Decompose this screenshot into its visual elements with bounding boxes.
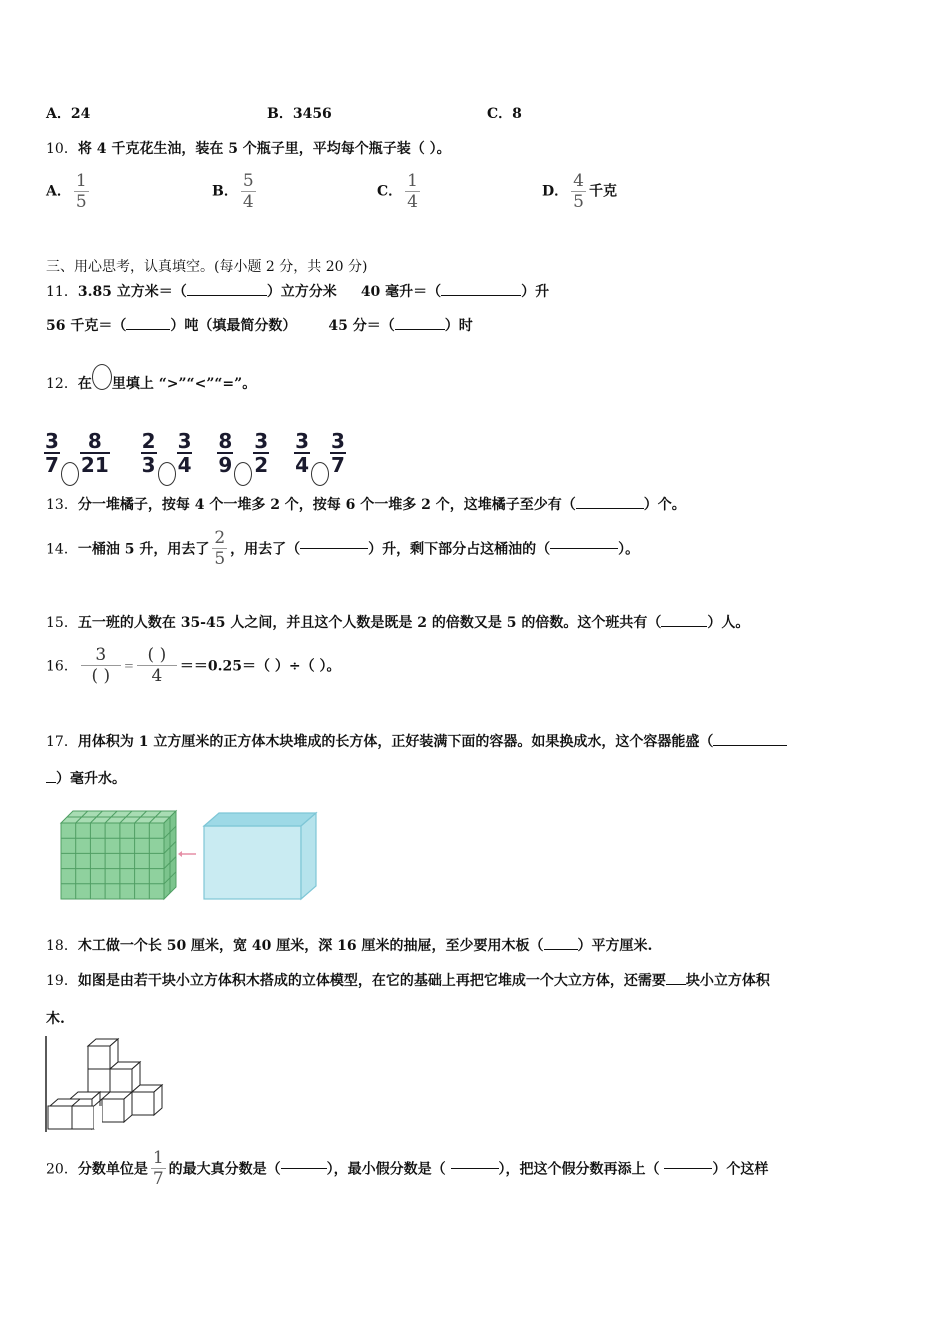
q12-pair-4 [294,430,346,486]
q11-part7: 45 分＝（ [328,318,395,334]
numerator: 1 [407,171,418,191]
denominator: 4 [242,192,254,212]
q16-equals: = [123,658,134,673]
q20-fraction [151,1148,166,1189]
q11-line2 [46,315,473,335]
q19-line2: 木. [46,1011,65,1027]
q11-part3: 40 毫升＝（ [360,284,442,300]
q17-blank-1[interactable] [713,745,787,746]
circle-placeholder-icon [92,364,112,390]
q19-number: 19． [46,973,78,989]
cube-stack-icon [61,811,176,899]
q14-text-b: ，用去了（ [230,541,301,558]
q13-text-b: ）个。 [643,497,686,513]
fraction [80,430,110,476]
q18-text-a: 木工做一个长 50 厘米，宽 40 厘米，深 16 厘米的抽屉，至少要用木板（ [77,938,544,954]
q16-fraction-2 [137,645,177,686]
q14-question [46,528,639,569]
q14-text-a: 一桶油 5 升，用去了 [77,541,210,558]
q10-option-b-fraction [241,171,256,212]
q9-option-a: A．24 [46,106,91,122]
numerator: ( ) [137,645,177,666]
q14-fraction [212,528,227,569]
q19-blank[interactable] [666,984,686,985]
numerator: 3 [45,429,59,453]
numerator: 8 [218,429,233,453]
q16-number: 16． [46,658,78,675]
q13-text-a: 分一堆橘子，按每 4 个一堆多 2 个，按每 6 个一堆多 2 个，这堆橘子至少有（ [77,497,576,513]
section-3-heading: 三、用心思考，认真填空。(每小题 2 分，共 20 分) [46,259,368,275]
q11-blank-1[interactable] [187,295,267,296]
q17-figure [58,808,320,904]
q11-line1 [46,281,549,301]
numerator: 3 [177,429,192,453]
denominator: 3 [141,453,156,477]
q16-rest: ＝＝0.25＝（ ）÷（ ）。 [179,658,341,675]
q11-part8: ）时 [444,318,473,334]
q13-number: 13． [46,497,78,513]
denominator: 4 [407,192,418,212]
q13-question [46,494,686,514]
q17-number: 17． [46,734,78,750]
q11-part2: ）立方分米 [266,284,337,300]
q19-line1 [46,970,770,990]
q20-blank-3[interactable] [664,1168,712,1169]
arrow-icon [178,851,196,857]
denominator: 5 [573,192,584,212]
q15-number: 15． [46,615,78,631]
q17-text-1: 用体积为 1 立方厘米的正方体木块堆成的长方体，正好装满下面的容器。如果换成水，这个容器能盛（ [77,734,714,750]
q18-text-b: ）平方厘米. [577,938,653,954]
q10-option-a-label: A． [46,183,71,200]
q18-blank[interactable] [544,949,578,950]
denominator: 5 [75,192,87,212]
numerator: 1 [152,1148,164,1168]
q12-question [46,364,256,393]
q14-text-c: ）升，剩下部分占这桶油的（ [368,541,551,558]
q10-text: 将 4 千克花生油，装在 5 个瓶子里，平均每个瓶子装（ ）。 [77,141,451,157]
denominator: ( ) [91,666,111,686]
q10-option-d-unit: 千克 [588,183,617,200]
q19-figure [44,1036,168,1132]
q17-line1 [46,731,787,751]
q11-number: 11． [46,284,78,300]
denominator: 4 [177,453,192,477]
fraction [177,430,193,476]
q10-option-d [542,171,617,212]
q20-blank-2[interactable] [451,1168,499,1169]
q14-blank-2[interactable] [550,548,618,549]
q14-number: 14． [46,541,78,558]
q9-option-c: C．8 [487,106,522,122]
fraction [44,430,60,476]
q19-text-b: 块小立方体积 [685,973,770,989]
numerator: 3 [331,429,345,453]
q17-line2 [46,768,126,788]
compare-circle[interactable] [61,462,79,486]
q11-part5: 56 千克＝（ [46,318,127,334]
q12-pair-2 [141,430,193,486]
q15-blank[interactable] [661,626,707,627]
q10-option-a [46,171,92,212]
q12-number: 12． [46,376,78,392]
fraction [217,430,233,476]
numerator: 3 [295,429,309,453]
numerator: 2 [214,528,226,548]
denominator: 9 [218,453,233,477]
q11-blank-2[interactable] [441,295,521,296]
numerator: 4 [573,171,584,191]
compare-circle[interactable] [311,462,329,486]
q12-pre: 在 [77,376,92,392]
q10-option-a-fraction [74,171,89,212]
numerator: 5 [242,171,254,191]
q20-blank-1[interactable] [281,1168,327,1169]
q20-text-e: ），把这个假分数再添上（ [498,1161,665,1178]
q20-text-c: ），最小假分数是（ [326,1161,451,1178]
q12-post: 里填上 “>”“<”“=”。 [111,376,257,392]
block-model-icon [46,1036,162,1132]
q10-option-b [212,171,259,212]
q9-option-b: B．3456 [267,106,332,122]
q11-part4: ）升 [521,284,550,300]
compare-circle[interactable] [158,462,176,486]
denominator: 7 [331,453,345,477]
q11-blank-4[interactable] [395,329,445,330]
numerator: 2 [141,429,156,453]
numerator: 1 [75,171,87,191]
q15-text-b: ）人。 [707,615,750,631]
q12-pair-1 [44,430,110,486]
fraction [330,430,346,476]
q18-number: 18． [46,938,78,954]
numerator: 3 [254,429,269,453]
q10-option-d-label: D． [542,183,569,200]
q10-question [46,138,451,158]
numerator: 8 [80,430,110,454]
denominator: 7 [152,1169,164,1189]
q12-pairs [44,430,346,486]
q15-question [46,612,749,632]
q20-number: 20． [46,1161,78,1178]
q17-text-2: ）毫升水。 [56,771,126,787]
q14-blank-1[interactable] [300,548,368,549]
q10-option-c [377,171,423,212]
q14-text-e: ）。 [618,541,640,558]
q10-number: 10． [46,141,78,157]
q17-blank-2[interactable] [46,782,56,783]
q20-text-a: 分数单位是 [77,1161,148,1178]
denominator: 2 [254,453,269,477]
container-box-icon [204,813,316,899]
q15-text-a: 五一班的人数在 35-45 人之间，并且这个人数是既是 2 的倍数又是 5 的倍数。这个班共有（ [77,615,662,631]
q13-blank[interactable] [576,508,644,509]
fraction [253,430,269,476]
numerator: 3 [81,645,121,666]
q12-pair-3 [217,430,269,486]
denominator: 5 [214,549,226,569]
q20-text-b: 的最大真分数是（ [168,1161,281,1178]
denominator: 4 [151,666,163,686]
q18-question [46,935,652,955]
q10-option-c-label: C． [377,183,403,200]
fraction [141,430,157,476]
q11-blank-3[interactable] [126,329,170,330]
q16-question [46,645,340,686]
q10-option-c-fraction [405,171,420,212]
denominator: 4 [295,453,309,477]
q20-question [46,1148,768,1189]
denominator: 7 [45,453,59,477]
compare-circle[interactable] [234,462,252,486]
denominator: 21 [80,453,109,477]
q11-part1: 3.85 立方米＝（ [77,284,187,300]
fraction [294,430,310,476]
q10-option-b-label: B． [212,183,238,200]
q16-fraction-1 [81,645,121,686]
q10-option-d-fraction [571,171,586,212]
q11-part6: ）吨（填最简分数） [170,318,297,334]
q19-text-a: 如图是由若干块小立方体积木搭成的立体模型，在它的基础上再把它堆成一个大立方体，还需要 [77,973,666,989]
q20-text-f: ）个这样 [712,1161,769,1178]
